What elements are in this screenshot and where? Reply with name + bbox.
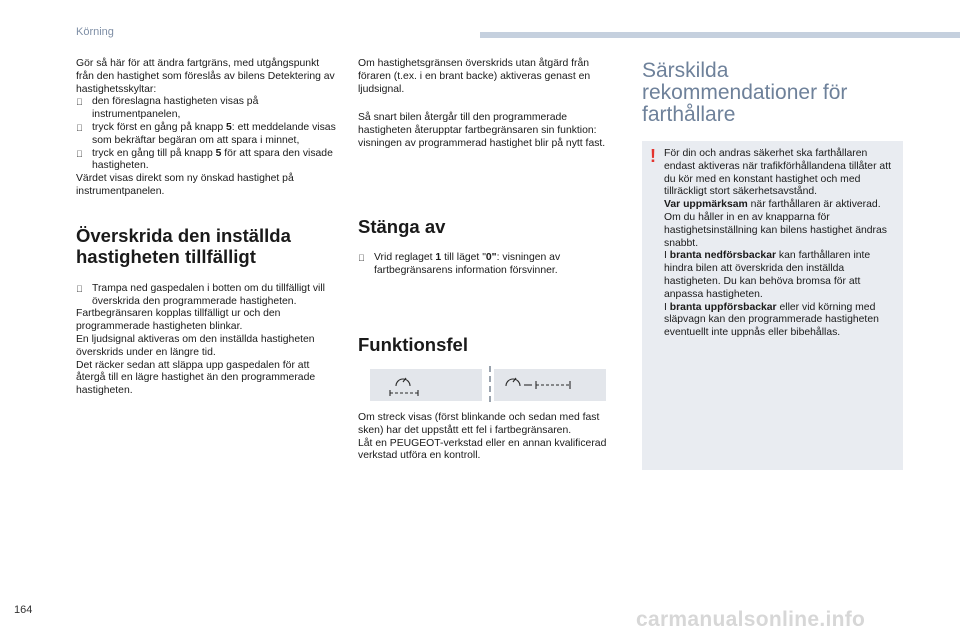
page-number: 164 — [14, 604, 33, 616]
list-item — [76, 96, 338, 122]
intro-paragraph: Gör så här för att ändra fartgräns, med utgångspunkt från den hastighet som föreslås av bilens Detektering av hastighetsskyltar: — [76, 58, 335, 95]
list-item — [76, 122, 338, 148]
heading-recommendations — [642, 60, 902, 126]
bullet-icon — [76, 283, 83, 296]
paragraph: Låt en PEUGEOT-verkstad eller en annan kvalificerad verkstad utföra en kontroll. — [358, 437, 607, 462]
list-item-text: Trampa ned gaspedalen i botten om du tillfälligt vill överskrida den programmerade hastigheten. — [92, 282, 325, 307]
heading-line: Särskilda — [642, 59, 729, 82]
paragraph: Om hastighetsgränsen överskrids utan åtgärd från föraren (t.ex. i en brant backe) aktiveras genast en ljudsignal. — [358, 58, 591, 95]
paragraph: Fartbegränsaren kopplas tillfälligt ur och den programmerade hastigheten blinkar. — [76, 308, 281, 333]
display-illustration-right — [494, 369, 606, 401]
column-2 — [358, 58, 608, 151]
list-item-text: Vrid reglaget — [374, 252, 436, 263]
fault-text — [358, 412, 608, 463]
bullet-icon — [76, 96, 83, 109]
list-item-text: för att spara den visade hastigheten. — [92, 147, 333, 172]
paragraph: Om streck visas (först blinkande och sedan med fast sken) har det uppstått ett fel i fartbegränsaren. — [358, 412, 600, 436]
list-item — [76, 283, 338, 309]
section-heading-override: Överskrida den inställda hastigheten tillfälligt — [76, 224, 291, 267]
bullet-icon — [76, 148, 83, 161]
button-number: 5 — [226, 121, 232, 133]
section-heading-off: Stänga av — [358, 216, 446, 237]
column-1 — [76, 58, 338, 398]
speed-limiter-dashes-icon — [370, 369, 482, 401]
text: I — [664, 301, 670, 313]
header-bar — [480, 32, 960, 38]
text: kan farthållaren inte hindra bilen att överskrida den inställda hastigheten. Du kan behöva bromsa för att anpassa hastigheten. — [664, 250, 871, 300]
emphasis: branta uppförsbackar — [669, 301, 777, 313]
paragraph — [664, 302, 894, 340]
emphasis: branta nedförsbackar — [669, 250, 777, 262]
paragraph: För din och andras säkerhet ska farthållaren endast aktiveras när trafikförhållandena tillåter att du kör med en konstant hastighet och med tillräckligt stort säkerhetsavstånd. — [664, 148, 891, 198]
text: eller vid körning med släpvagn kan den programmerade hastigheten eventuellt inte uppnås eller bibehållas. — [664, 301, 879, 339]
paragraph: En ljudsignal aktiveras om den inställda hastigheten överskrids under en längre tid. — [76, 333, 315, 358]
list-item-text: : ett meddelande visas som bekräftar begäran om att spara i minnet, — [92, 121, 336, 146]
watermark: carmanualsonline.info — [636, 608, 866, 631]
heading-line: farthållare — [642, 103, 736, 126]
control-number: 1 — [435, 252, 442, 263]
paragraph: Så snart bilen återgår till den programmerade hastigheten återupptar fartbegränsaren sin funktion: visningen av programmerad hastighet blir på nytt fast. — [358, 112, 606, 149]
list-item — [76, 148, 338, 174]
bullet-icon — [76, 122, 83, 135]
text: I — [664, 250, 670, 262]
list-item-text: tryck först en gång på knapp — [92, 121, 227, 133]
warning-icon: ! — [650, 146, 656, 166]
list-item-text: tryck en gång till på knapp — [92, 147, 216, 159]
paragraph — [664, 250, 894, 301]
after-paragraph: Värdet visas direkt som ny önskad hastighet på instrumentpanelen. — [76, 173, 294, 197]
section-title: Körning — [76, 26, 114, 38]
position-label: 0" — [485, 252, 497, 263]
list-item-text: : visningen av fartbegränsarens information försvinner. — [374, 252, 561, 276]
speed-limiter-dashes-icon — [494, 369, 606, 401]
heading-line: rekommendationer för — [642, 81, 848, 104]
bullet-icon — [358, 252, 365, 265]
warning-text — [664, 148, 894, 340]
paragraph — [664, 199, 894, 250]
paragraph: Det räcker sedan att släppa upp gaspedalen för att återgå till en lägre hastighet än den programmerade hastigheten. — [76, 359, 316, 397]
list-item-text: den föreslagna hastigheten visas på instrumentpanelen, — [92, 96, 259, 121]
text: när farthållaren är aktiverad. Om du håller in en av knapparna för hastighetsinställning kan bilens hastighet ändras snabbt. — [664, 199, 887, 249]
display-illustration-left — [370, 369, 482, 401]
button-number: 5 — [215, 147, 222, 159]
list-item — [358, 252, 624, 278]
divider — [489, 366, 491, 406]
list-item-text: till läget " — [441, 252, 486, 263]
section-heading-fault: Funktionsfel — [358, 334, 468, 355]
emphasis: Var uppmärksam — [664, 199, 748, 211]
